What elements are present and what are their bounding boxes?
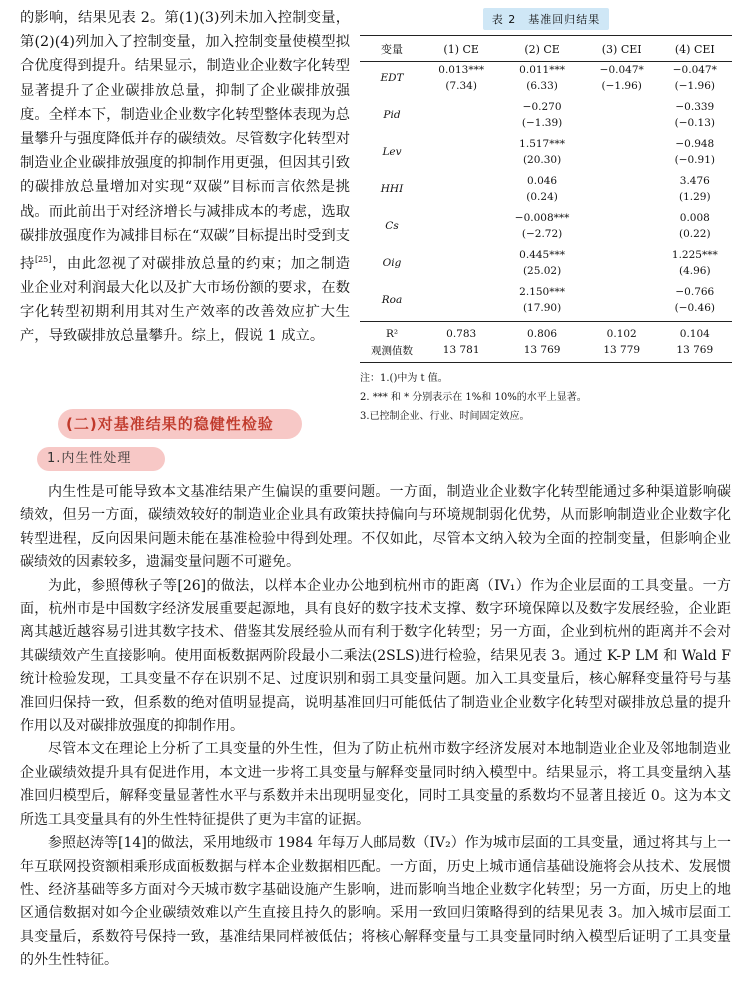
row-variable: HHI: [380, 183, 404, 195]
note-2: 2. *** 和 * 分别表示在 1%和 10%的水平上显著。: [360, 392, 587, 403]
coef-cell: −0.339: [675, 101, 715, 113]
obs-cell: 13 769: [498, 342, 585, 363]
coef-cell: −0.948: [675, 138, 715, 150]
tstat-cell: (−2.72): [521, 228, 563, 240]
regression-table: [360, 35, 732, 363]
tstat-cell: [586, 115, 658, 131]
table-caption: [360, 8, 732, 30]
table-row: [360, 136, 732, 152]
header-col4: (4) CEI: [658, 36, 732, 62]
tstat-cell: [424, 263, 498, 279]
tstat-cell: [424, 115, 498, 131]
section-heading: (二)对基准结果的稳健性检验: [58, 409, 302, 439]
coef-cell: [424, 136, 498, 152]
tstat-cell: (−1.39): [521, 117, 563, 129]
coef-cell: 1.225***: [671, 249, 718, 261]
coef-cell: [586, 173, 658, 189]
coef-cell: [586, 284, 658, 300]
tstat-cell: [424, 226, 498, 242]
header-col2: (2) CE: [498, 36, 585, 62]
coef-cell: −0.766: [675, 286, 715, 298]
tstat-cell: (0.22): [679, 228, 711, 240]
coef-cell: −0.047*: [599, 64, 644, 76]
r2-cell: 0.104: [658, 322, 732, 343]
coef-cell: 3.476: [679, 175, 710, 187]
obs-cell: 13 781: [424, 342, 498, 363]
table-row: [360, 173, 732, 189]
r2-cell: 0.783: [424, 322, 498, 343]
r2-label: R²: [360, 322, 424, 343]
coef-cell: −0.008***: [514, 212, 570, 224]
tstat-cell: (−0.13): [674, 117, 715, 129]
coef-cell: [424, 247, 498, 263]
table-notes: [360, 369, 732, 426]
tstat-cell: (4.96): [679, 265, 711, 277]
tstat-cell: (25.02): [522, 265, 562, 277]
header-col1: (1) CE: [424, 36, 498, 62]
coef-cell: 2.150***: [519, 286, 565, 298]
coef-cell: [424, 173, 498, 189]
r2-row: [360, 322, 732, 343]
table-body: [360, 62, 732, 363]
tstat-cell: (−0.46): [674, 302, 715, 314]
note-3: 3.已控制企业、行业、时间固定效应。: [360, 411, 530, 422]
tstat-cell: (−1.96): [601, 80, 642, 92]
left-paragraph: 的影响，结果见表 2。第(1)(3)列未加入控制变量，第(2)(4)列加入了控制变量，加入控制变量使模型拟合优度得到提升。结果显示，制造业企业数字化转型显著提升了企业碳排放总量，抑制了企业碳排放强度。全样本下，制造业企业数字化转型整体表现为总量攀升与强度降低并存的碳绩效。尽管数字化转型对制造业企业碳排放强度的抑制作用更强，但因其引致的碳排放总量增加对实现“双碳”目标而言依然是挑战。而此前出于对经济增长与减排成本的考虑，选取碳排放强度作为减排目标在“双碳”目标提出时受到支持[25]，由此忽视了对碳排放总量的约束；加之制造业企业对利润最大化以及扩大市场份额的要求，在数字化转型初期利用其对生产效率的改善效应扩大生产，导致碳排放总量攀升。综上，假说 1 成立。: [20, 10, 351, 345]
row-variable: Lev: [382, 146, 402, 158]
table-row: [360, 62, 732, 79]
note-1: 注：1.()中为 t 值。: [360, 373, 448, 384]
obs-cell: 13 779: [586, 342, 658, 363]
left-column: [20, 6, 350, 349]
paragraph: 参照赵涛等[14]的做法，采用地级市 1984 年每万人邮局数（IV₂）作为城市层面的工具变量，通过将其与上一年互联网投资额相乘形成面板数据与样本企业数据相匹配。一方面，历史上城市通信基础设施将会从技术、发展惯性、经济基础等多方面对今天城市数字基础设施产生影响，进而影响当地企业数字化转型；另一方面，历史上的地区通信数据对如今企业碳绩效难以产生直接且持久的影响。采用一致回归策略得到的结果见表 3。加入城市层面工具变量后，系数符号保持一致，基准结果同样被低估；将核心解释变量与工具变量同时纳入模型后证明了工具变量的外生性特征。: [20, 835, 731, 969]
coef-cell: 0.011***: [519, 64, 565, 76]
body-text: [20, 481, 731, 973]
tstat-cell: (−0.91): [674, 154, 715, 166]
row-variable: EDT: [380, 72, 404, 84]
obs-cell: 13 769: [658, 342, 732, 363]
tstat-cell: [424, 189, 498, 205]
tstat-cell: [586, 152, 658, 168]
paragraph: 尽管本文在理论上分析了工具变量的外生性，但为了防止杭州市数字经济发展对本地制造业企业及邻地制造业企业碳绩效提升具有促进作用，本文进一步将工具变量与解释变量同时纳入模型中。结果显示，将工具变量纳入基准回归模型后，解释变量显著性水平与系数并未出现明显变化，同时工具变量的系数均不显著且接近 0。这为本文所选工具变量具有的外生性特征提供了更为丰富的证据。: [20, 741, 731, 828]
table-row: [360, 284, 732, 300]
paragraph: 为此，参照傅秋子等[26]的做法，以样本企业办公地到杭州市的距离（IV₁）作为企业层面的工具变量。一方面，杭州市是中国数字经济发展重要起源地，具有良好的数字技术支撑、数字环境保障以及数字发展经验，企业距离其越近越容易引进其数字技术、借鉴其发展经验从而有利于数字化转型；另一方面，企业到杭州的距离并不会对其碳绩效产生直接影响。使用面板数据两阶段最小二乘法(2SLS)进行检验，结果见表 3。通过 K-P LM 和 Wald F 统计检验发现，工具变量不存在识别不足、过度识别和弱工具变量问题。加入工具变量后，核心解释变量符号与基准回归保持一致，但系数的绝对值明显提高，说明基准回归可能低估了制造业企业数字化转型对碳排放总量的提升作用以及对碳排放强度的抑制作用。: [20, 577, 731, 735]
obs-label: 观测值数: [360, 342, 424, 363]
coef-cell: [586, 247, 658, 263]
coef-cell: [586, 136, 658, 152]
r2-cell: 0.102: [586, 322, 658, 343]
coef-cell: 0.445***: [519, 249, 565, 261]
coef-cell: −0.047*: [672, 64, 717, 76]
row-variable: Pid: [383, 109, 401, 121]
coef-cell: −0.270: [522, 101, 562, 113]
coef-cell: [586, 99, 658, 115]
table-caption-label: 表 2 基准回归结果: [483, 8, 610, 30]
table-row: [360, 210, 732, 226]
table-header-row: [360, 36, 732, 62]
row-variable: Roa: [381, 294, 403, 306]
coef-cell: [424, 284, 498, 300]
r2-cell: 0.806: [498, 322, 585, 343]
citation[interactable]: [25]: [34, 255, 52, 265]
regression-table-box: [360, 8, 732, 426]
paragraph: 内生性是可能导致本文基准结果产生偏误的重要问题。一方面，制造业企业数字化转型能通过多种渠道影响碳绩效，但另一方面，碳绩效较好的制造业企业具有政策扶持偏向与环境规制弱化优势，从而影响制造业企业数字化转型进程，反向因果问题未能在基准检验中得到处理。不仅如此，尽管本文纳入较为全面的控制变量，但影响企业碳绩效的因素较多，遗漏变量问题不可避免。: [20, 484, 731, 571]
tstat-cell: [586, 300, 658, 316]
header-var: 变量: [360, 36, 424, 62]
tstat-cell: (20.30): [522, 154, 562, 166]
coef-cell: [424, 210, 498, 226]
coef-cell: 1.517***: [519, 138, 565, 150]
header-col3: (3) CEI: [586, 36, 658, 62]
tstat-cell: (6.33): [526, 80, 558, 92]
table-row: [360, 247, 732, 263]
tstat-cell: (−1.96): [674, 80, 715, 92]
subsection-heading: 1.内生性处理: [37, 447, 165, 471]
row-variable: Cs: [385, 220, 399, 232]
tstat-cell: (7.34): [445, 80, 477, 92]
tstat-cell: [586, 226, 658, 242]
tstat-cell: (1.29): [679, 191, 711, 203]
coef-cell: 0.046: [527, 175, 558, 187]
tstat-cell: [586, 189, 658, 205]
tstat-cell: (17.90): [522, 302, 562, 314]
obs-row: [360, 342, 732, 363]
coef-cell: [586, 210, 658, 226]
tstat-cell: [424, 300, 498, 316]
tstat-cell: (0.24): [526, 191, 558, 203]
row-variable: Oig: [382, 257, 402, 269]
coef-cell: [424, 99, 498, 115]
table-row: [360, 99, 732, 115]
tstat-cell: [424, 152, 498, 168]
coef-cell: 0.013***: [438, 64, 485, 76]
coef-cell: 0.008: [679, 212, 710, 224]
tstat-cell: [586, 263, 658, 279]
